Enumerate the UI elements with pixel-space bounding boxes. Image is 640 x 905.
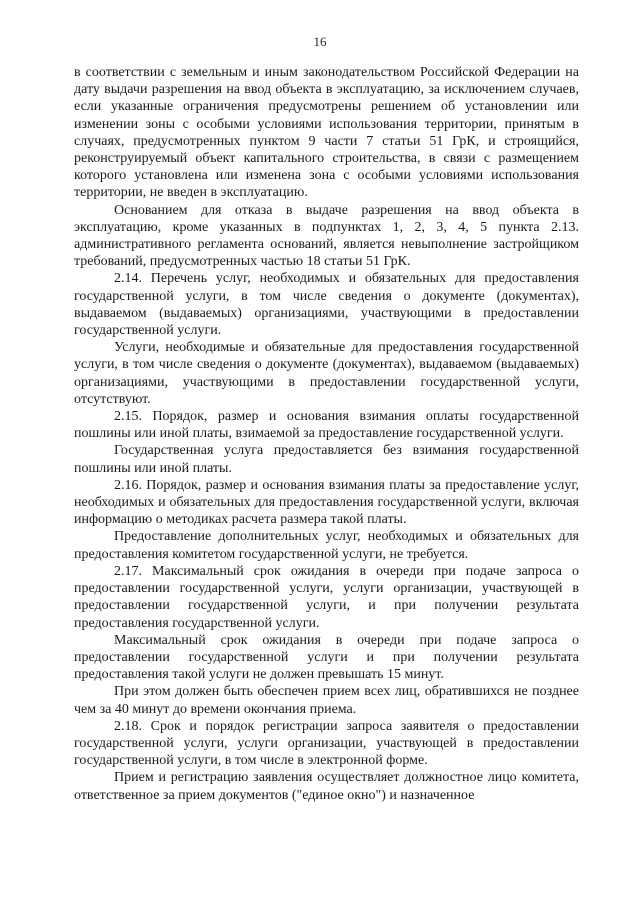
paragraph: Услуги, необходимые и обязательные для предоставления государственной услуги, в том числе сведения о документе (документах), выдаваемом (выдаваемых) организациями, участвующими в предоставлении государственной услуги, отсутствуют. (74, 340, 579, 407)
section-heading-2-14: 2.14. Перечень услуг, необходимых и обязательных для предоставления государственной услуги, в том числе сведения о документе (документах), выдаваемом (выдаваемых) организациями, участвующими в предоставлении государственной услуги. (74, 271, 579, 339)
page-number: 16 (313, 34, 327, 49)
paragraph: Основанием для отказа в выдаче разрешения на ввод объекта в эксплуатацию, кроме указанных в подпунктах 1, 2, 3, 4, 5 пункта 2.13. административного регламента оснований, является невыполнение застройщиком требований, предусмотренных частью 18 статьи 51 ГрК. (74, 202, 579, 270)
paragraph: Максимальный срок ожидания в очереди при подаче запроса о предоставлении государственной услуги и при получении результата предоставления такой услуги не должен превышать 15 минут. (74, 632, 579, 683)
document-body (74, 64, 579, 804)
paragraph: Государственная услуга предоставляется без взимания государственной пошлины или иной платы. (74, 443, 579, 476)
section-heading-2-15: 2.15. Порядок, размер и основания взимания оплаты государственной пошлины или иной платы, взимаемой за предоставление государственной услуги. (74, 409, 579, 442)
paragraph: Предоставление дополнительных услуг, необходимых и обязательных для предоставления комитетом государственной услуги, не требуется. (74, 529, 579, 562)
section-heading-2-17: 2.17. Максимальный срок ожидания в очереди при подаче запроса о предоставлении государственной услуги, услуги организации, участвующей в предоставлении государственной услуги, и при получении результата предоставления государственной услуги. (74, 563, 579, 631)
section-heading-2-18: 2.18. Срок и порядок регистрации запроса заявителя о предоставлении государственной услуги, услуги организации, участвующей в предоставлении государственной услуги, в том числе в электронной форме. (74, 718, 579, 769)
paragraph: в соответствии с земельным и иным законодательством Российской Федерации на дату выдачи разрешения на ввод объекта в эксплуатацию, за исключением случаев, если указанные ограничения предусмотрены решением об установлении или изменении зоны с особыми условиями использования территории, принятым в случаях, предусмотренных пунктом 9 части 7 статьи 51 ГрК, и строящийся, реконструируемый объект капитального строительства, в связи с размещением которого установлена или изменена зона с особыми условиями использования территории, не введен в эксплуатацию. (74, 65, 579, 201)
paragraph: Прием и регистрацию заявления осуществляет должностное лицо комитета, ответственное за прием документов ("единое окно") и назначенное (74, 770, 579, 803)
paragraph: При этом должен быть обеспечен прием всех лиц, обратившихся не позднее чем за 40 минут до времени окончания приема. (74, 684, 579, 717)
section-heading-2-16: 2.16. Порядок, размер и основания взимания платы за предоставление услуг, необходимых и обязательных для предоставления государственной услуги, включая информацию о методиках расчета размера такой платы. (74, 477, 579, 528)
